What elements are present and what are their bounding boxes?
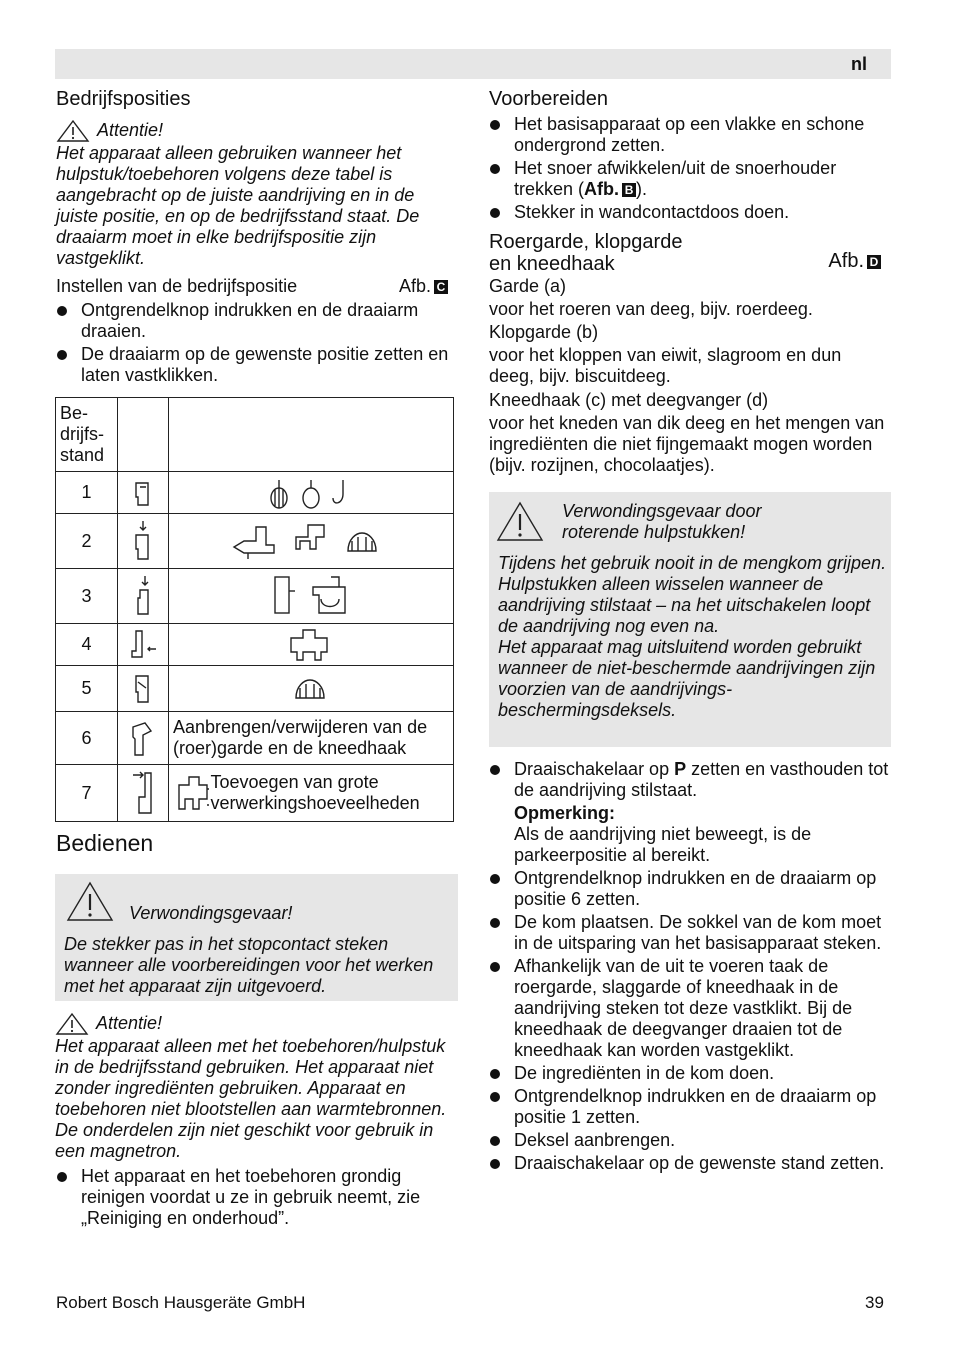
- verwondingsgevaar-box: [55, 874, 458, 1001]
- warning-text: Tijdens het gebruik nooit in de mengkom grijpen.: [498, 553, 887, 573]
- opmerking-text: Als de aandrijving niet beweegt, is de parkeerpositie al bereikt.: [514, 824, 812, 865]
- accessories-list: [489, 276, 889, 476]
- roergarde-title-line2: en kneedhaak: [489, 253, 615, 275]
- table-header-cell: Be- drijfs- stand: [56, 398, 118, 472]
- footer-company: Robert Bosch Hausgeräte GmbH: [56, 1293, 306, 1312]
- table-row: [56, 666, 454, 712]
- afb-label: Afb.: [398, 276, 431, 296]
- section-title-bedienen: Bedienen: [56, 830, 154, 856]
- mixer-position-6-icon: [129, 717, 157, 759]
- list-item-text: ).: [636, 179, 648, 199]
- blender-bowl-icon: [261, 573, 361, 619]
- language-code: nl: [851, 54, 867, 74]
- section-title-voorbereiden: Voorbereiden: [489, 88, 608, 110]
- page-number: 39: [865, 1293, 884, 1312]
- warning-triangle-icon: [65, 880, 115, 924]
- mixer-position-7-icon: [129, 769, 157, 817]
- language-bar: [55, 49, 891, 79]
- continuous-shredder-icon: [173, 771, 209, 815]
- list-item-text: Draaischakelaar op: [514, 759, 675, 779]
- warning-text: Het apparaat mag uitsluitend worden gebruikt wanneer de niet-beschermde aandrijvingen zijn voorzien van de aandrijvings-beschermingsdeksels.: [498, 637, 876, 720]
- roergarde-heading: [489, 230, 881, 274]
- list-item-text: Het snoer afwikkelen/uit de snoerhouder trekken (: [514, 158, 837, 199]
- roterende-hulpstukken-warning-box: [489, 492, 891, 747]
- kneedhaak-c-title: Kneedhaak (c) met deegvanger (d): [489, 390, 769, 410]
- mixer-position-3-icon: [130, 574, 156, 618]
- roergarde-title-line1: Roergarde, klopgarde: [489, 231, 683, 253]
- list-item: Draaischakelaar op de gewenste stand zetten.: [488, 1153, 890, 1174]
- klopgarde-b-title: Klopgarde (b): [489, 322, 599, 342]
- list-item-text: zetten en vasthouden tot de aandrijving stilstaat.: [514, 759, 889, 800]
- shredder-attachment-icon: [286, 674, 336, 704]
- position-7-description: Toevoegen van grote verwerkingshoeveelheden: [210, 772, 420, 813]
- list-item: Ontgrendelknop indrukken en de draaiarm op positie 1 zetten.: [488, 1086, 890, 1128]
- verwondingsgevaar-text: De stekker pas in het stopcontact steken wanneer alle voorbereidingen voor het werken met het apparaat zijn uitgevoerd.: [64, 934, 434, 996]
- instellen-heading: [56, 276, 448, 298]
- klopgarde-b-text: voor het kloppen van eiwit, slagroom en dun deeg, bijv. biscuitdeeg.: [489, 345, 842, 386]
- position-number: 5: [56, 666, 118, 712]
- list-item: Stekker in wandcontactdoos doen.: [488, 202, 888, 223]
- position-number: 1: [56, 472, 118, 514]
- table-header-row: [56, 398, 454, 472]
- whisk-beater-hook-icon: [261, 476, 361, 510]
- table-row: [56, 514, 454, 569]
- warning-triangle-icon: [495, 500, 545, 544]
- attentie-block-1: [56, 119, 456, 269]
- list-item: Het apparaat en het toebehoren grondig reinigen voordat u ze in gebruik neemt, zie „Reiniging en onderhoud”.: [55, 1166, 457, 1229]
- attentie-label: Attentie!: [96, 1012, 163, 1033]
- position-number: 7: [56, 765, 118, 822]
- attentie-label: Attentie!: [97, 119, 164, 140]
- list-item: Ontgrendelknop indrukken en de draaiarm op positie 6 zetten.: [488, 868, 890, 910]
- table-row: [56, 472, 454, 514]
- instellen-bullets: [55, 300, 455, 386]
- table-row: [56, 624, 454, 666]
- mixer-position-1-icon: [130, 477, 156, 509]
- garde-a-text: voor het roeren van deeg, bijv. roerdeeg.: [489, 299, 813, 319]
- section-title-bedrijfsposities: Bedrijfsposities: [56, 88, 191, 110]
- attentie-text: Het apparaat alleen met het toebehoren/hulpstuk in de bedrijfsstand gebruiken. Het apparaat niet zonder ingrediënten gebruiken. Apparaat en toebehoren niet blootstellen aan warmtebronnen. De onderdelen zijn niet geschikt voor gebruik in een magnetron.: [55, 1036, 447, 1161]
- position-number: 6: [56, 712, 118, 765]
- position-number: 3: [56, 569, 118, 624]
- list-item: De draaiarm op de gewenste positie zetten en laten vastklikken.: [55, 344, 455, 386]
- list-item: Het basisapparaat op een vlakke en schone ondergrond zetten.: [488, 114, 888, 156]
- afb-letter-b: B: [622, 183, 636, 197]
- verwondingsgevaar-label: Verwondingsgevaar!: [129, 903, 293, 923]
- list-item: De kom plaatsen. De sokkel van de kom moet in de uitsparing van het basisapparaat steken.: [488, 912, 890, 954]
- instellen-title: Instellen van de bedrijfspositie: [56, 276, 298, 296]
- attentie-block-2: [55, 1012, 457, 1229]
- position-p: P: [674, 759, 687, 779]
- warning-triangle-icon: [55, 1012, 89, 1036]
- bedienen-steps: [488, 759, 890, 1174]
- voorbereiden-bullets: [488, 114, 888, 223]
- opmerking-label: Opmerking:: [514, 803, 616, 823]
- attentie-text: Het apparaat alleen gebruiken wanneer het hulpstuk/toebehoren volgens deze tabel is aangebracht op de juiste aandrijving en in de juiste positie, en op de bedrijfsstand staat. De draaiarm moet in elke bedrijfspositie zijn vastgeklikt.: [56, 143, 420, 268]
- table-row: [56, 765, 454, 822]
- garde-a-title: Garde (a): [489, 276, 567, 296]
- slicer-mincer-blender-icon: [226, 519, 396, 563]
- mixer-position-4-icon: [128, 627, 158, 663]
- list-item: [488, 759, 890, 866]
- warning-triangle-icon: [56, 119, 90, 143]
- position-number: 2: [56, 514, 118, 569]
- list-item: Afhankelijk van de uit te voeren taak de roergarde, slaggarde of kneedhaak in de aandrijving steken tot deze vastklikt. Bij de kneedhaak de deegvanger draaien tot de kneedhaak kan worden vastgeklikt.: [488, 956, 890, 1061]
- position-number: 4: [56, 624, 118, 666]
- afb-letter-d: D: [867, 255, 881, 269]
- list-item: [488, 158, 888, 200]
- afb-letter-c: C: [434, 280, 448, 294]
- kneedhaak-c-text: voor het kneden van dik deeg en het mengen van ingrediënten die niet fijngemaakt mogen worden (bijv. rozijnen, chocolaatjes).: [489, 413, 885, 475]
- mixer-position-2-icon: [130, 519, 156, 563]
- afb-label: Afb.: [584, 179, 620, 199]
- table-row: [56, 712, 454, 765]
- list-item: De ingrediënten in de kom doen.: [488, 1063, 890, 1084]
- mixer-position-5-icon: [130, 672, 156, 706]
- juicer-attachment-icon: [281, 626, 341, 664]
- position-6-description: Aanbrengen/verwijderen van de (roer)garde en de kneedhaak: [169, 712, 454, 765]
- warning-text: Hulpstukken alleen wisselen wanneer de aandrijving stilstaat – na het uitschakelen loopt de aandrijving nog even na.: [498, 574, 871, 636]
- warning-title: Verwondingsgevaar door roterende hulpstukken!: [562, 501, 762, 542]
- list-item: Ontgrendelknop indrukken en de draaiarm draaien.: [55, 300, 455, 342]
- bedrijfsstand-table: [55, 397, 454, 822]
- list-item: Deksel aanbrengen.: [488, 1130, 890, 1151]
- table-row: [56, 569, 454, 624]
- afb-label: Afb.: [828, 250, 864, 272]
